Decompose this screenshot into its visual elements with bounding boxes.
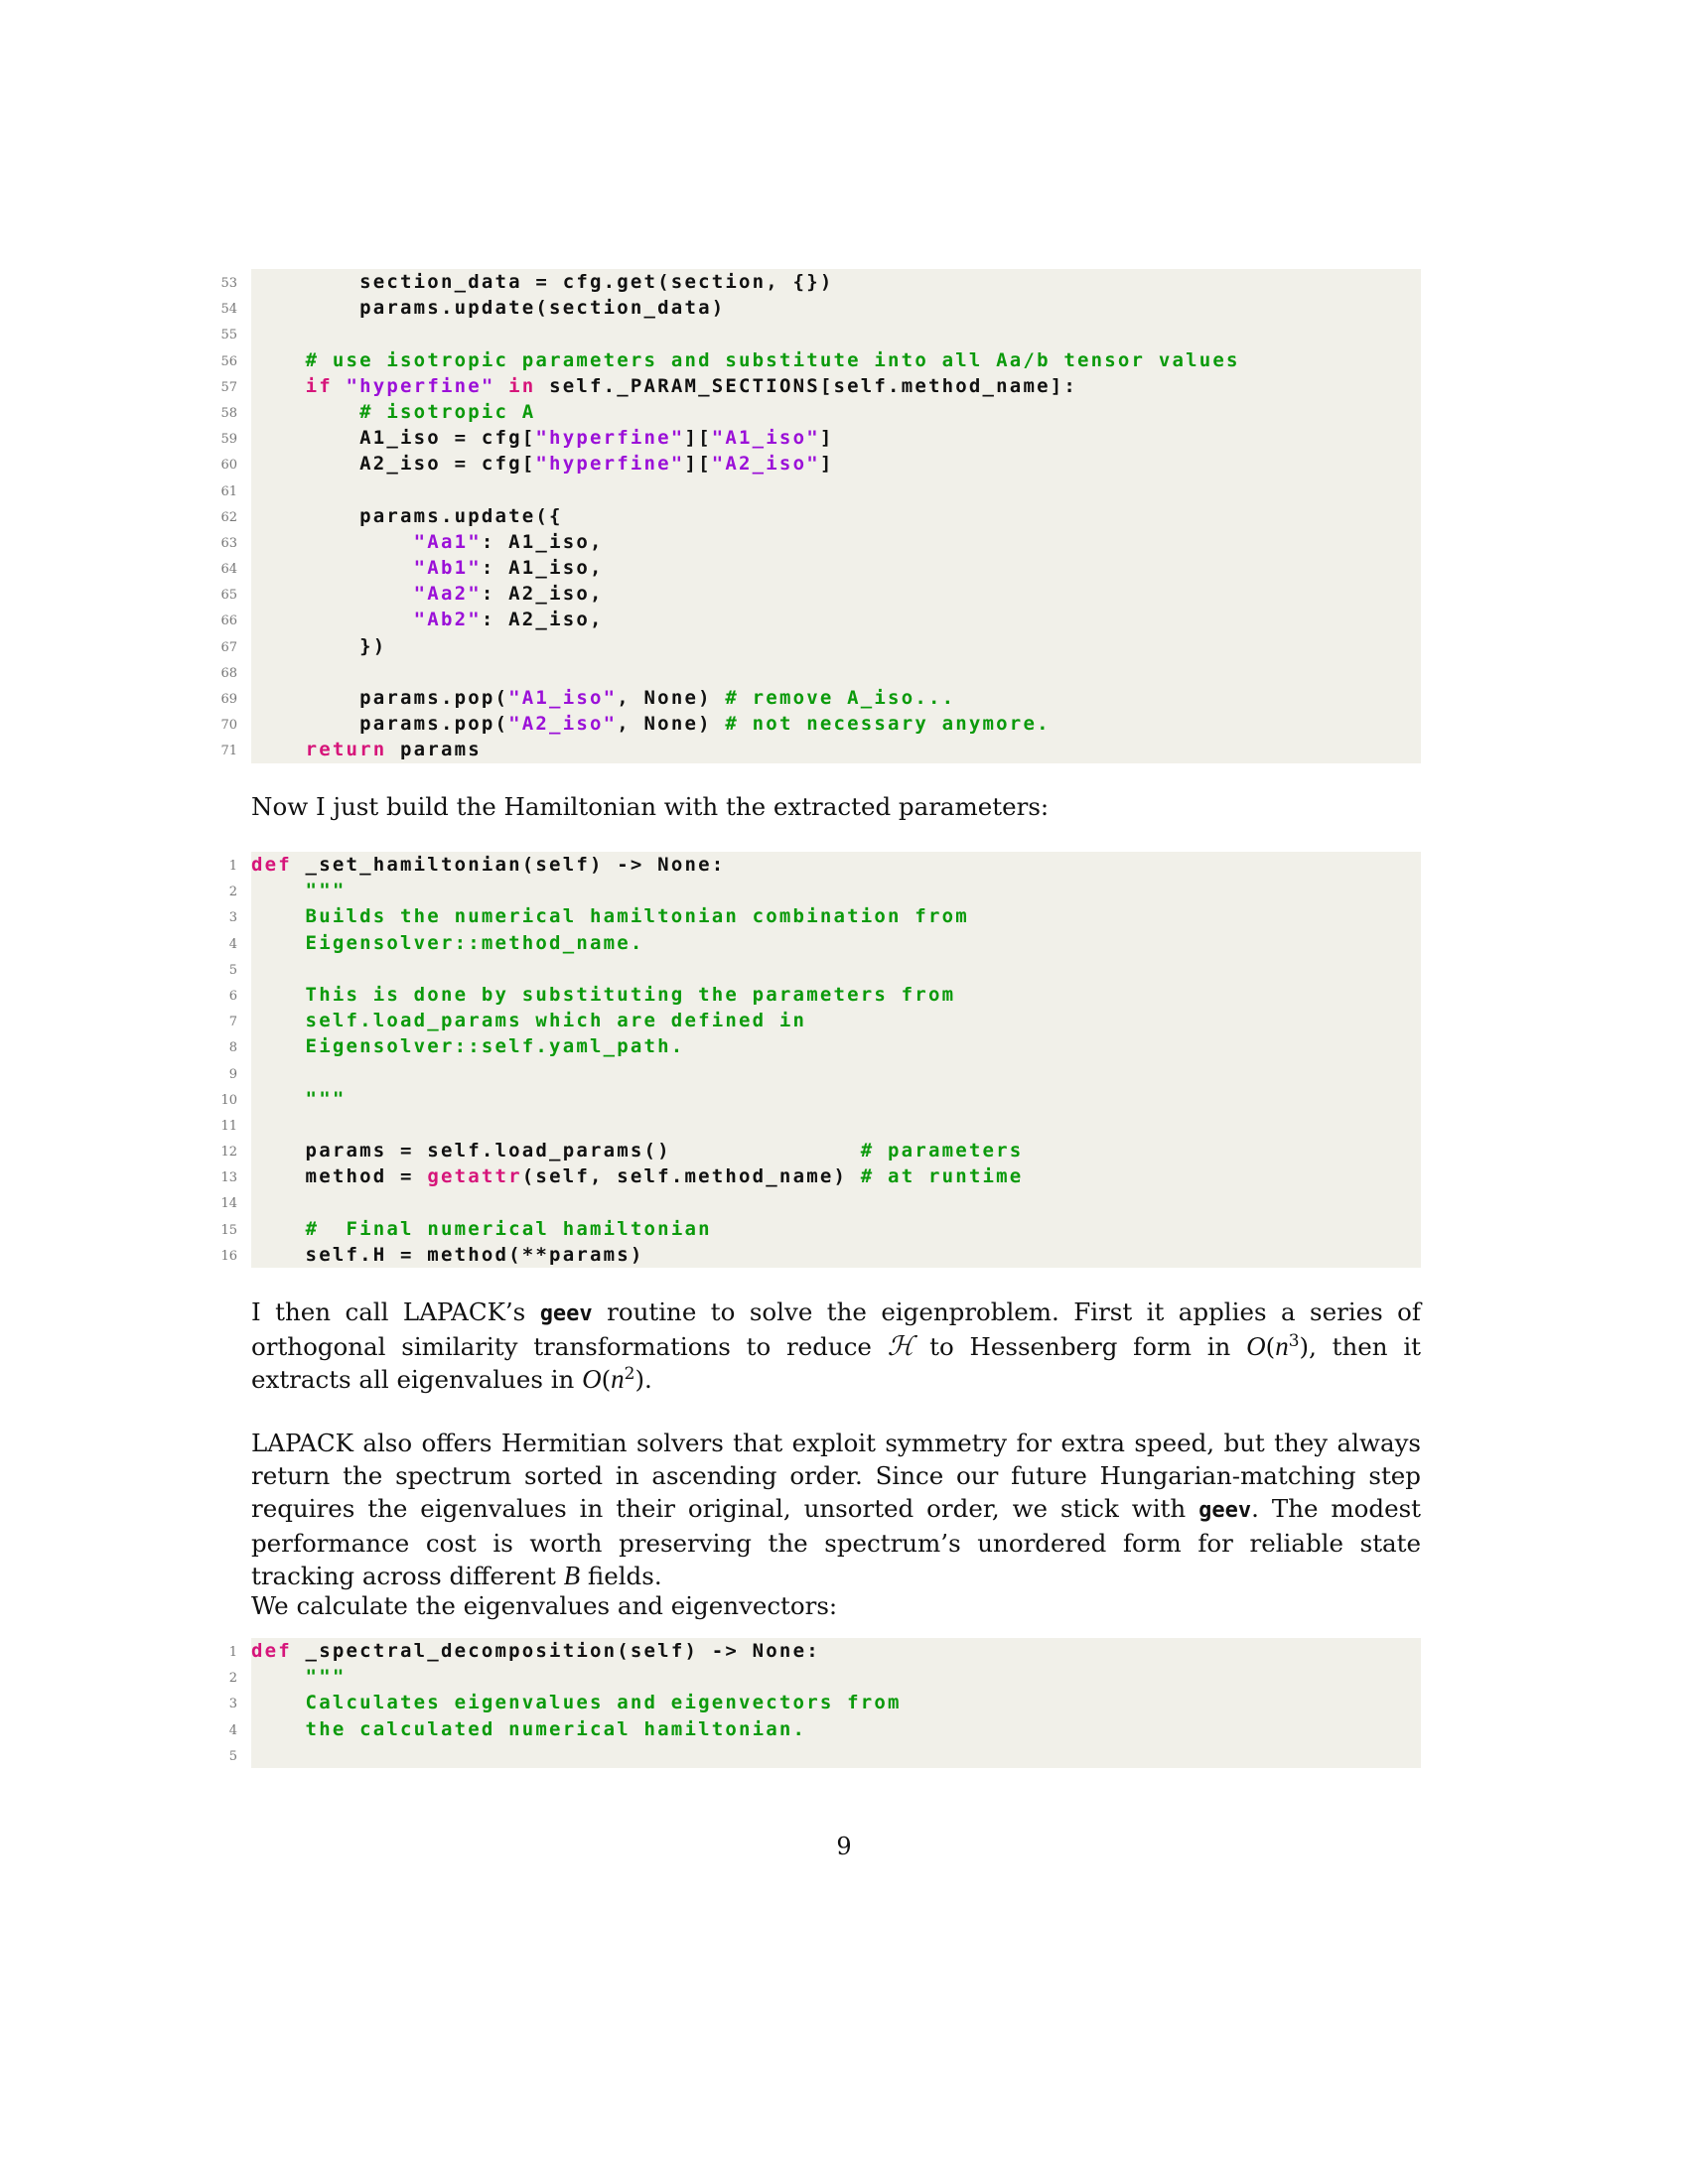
code-line [220,1112,1421,1138]
comment-token: Eigensolver::self.yaml_path. [251,1035,685,1058]
line-number: 9 [228,1066,237,1082]
line-number: 12 [220,1145,237,1160]
text-run: I then call LAPACK’s [251,1297,540,1326]
code-token [251,349,306,371]
code-line [228,930,1421,956]
code-line [228,982,1421,1008]
line-number: 7 [228,1015,237,1030]
code-text [251,1033,684,1059]
code-text [251,347,1240,373]
code-token: _set_hamiltonian(self) -> None: [291,854,726,876]
code-line [228,852,1421,878]
code-line [220,737,1421,762]
code-line [220,1189,1421,1215]
string-token: "hyperfine" [535,453,685,476]
code-text [251,1690,902,1715]
string-token: "Aa2" [413,583,482,606]
code-text [251,425,834,451]
code-text [251,1242,644,1268]
line-number: 11 [220,1118,237,1134]
paragraph-build-hamiltonian [251,790,1421,823]
line-number: 5 [228,1748,237,1764]
math-symbol: O [582,1364,602,1394]
code-text [251,903,969,929]
page-number: 9 [836,1833,852,1860]
comment-token: Builds the numerical hamiltonian combination from [251,905,969,928]
code-token: : A1_iso, [481,557,604,580]
line-number: 10 [220,1092,237,1108]
code-token: section_data = cfg.get(section, {}) [251,271,834,293]
math-symbol: n [1275,1331,1289,1361]
string-token: "Ab2" [413,609,482,631]
code-text [251,930,644,956]
code-line [220,295,1421,321]
code-text [251,1008,806,1033]
comment-token: self.load_params which are defined in [251,1010,807,1032]
code-token [251,1218,306,1240]
code-text [251,1086,346,1112]
line-number: 13 [220,1170,237,1186]
code-line [220,373,1421,399]
code-token: , None) [617,713,726,736]
code-line [228,1060,1421,1086]
text-run: ( [1265,1332,1276,1361]
code-token: params = self.load_params() [251,1140,861,1162]
text-run: . The modest performance cost is worth preserving the spectrum’s unordered form for reliable state tracking across different [251,1494,1422,1590]
code-text [251,1138,1023,1163]
line-number: 2 [228,1671,237,1687]
line-number: 3 [228,1697,237,1712]
code-token: params.update({ [251,504,563,527]
line-number: 58 [220,405,237,421]
line-number: 70 [220,718,237,734]
keyword-token: return [305,739,387,761]
math-symbol: ℋ [887,1331,914,1361]
code-token: (self, self.method_name) [521,1165,861,1188]
code-line [220,478,1421,503]
text-run: We calculate the eigenvalues and eigenvectors: [251,1591,838,1620]
code-token: _spectral_decomposition(self) -> None: [291,1640,820,1662]
code-line [228,1664,1421,1690]
code-text [251,295,725,321]
code-token: A1_iso = cfg[ [251,427,536,450]
code-line [228,956,1421,982]
code-line [228,1008,1421,1033]
code-text [251,852,725,878]
code-line [220,1163,1421,1189]
comment-token: the calculated numerical hamiltonian. [251,1717,807,1740]
code-text [251,399,535,425]
code-token [251,531,414,553]
line-number: 69 [220,692,237,707]
code-text [251,503,563,529]
code-token: , None) [617,687,726,709]
line-number: 55 [220,328,237,343]
paragraph-calculate-eigen [251,1589,1421,1622]
line-number: 4 [228,936,237,952]
comment-token: """ [251,1666,347,1689]
code-text [251,1716,806,1742]
line-number: 16 [220,1248,237,1264]
comment-token: # use isotropic parameters and substitute into all Aa/b tensor values [305,348,1240,371]
line-number: 59 [220,432,237,448]
string-token: "A1_iso" [508,687,618,709]
string-token: "hyperfine" [346,374,495,397]
code-line [220,633,1421,659]
code-line [220,1216,1421,1242]
code-token: params.pop( [251,713,509,736]
text-run: Now I just build the Hamiltonian with the extracted parameters: [251,792,1050,821]
line-number: 56 [220,353,237,369]
code-token [251,739,306,760]
string-token: "A2_iso" [508,713,618,736]
string-token: "hyperfine" [535,427,685,450]
line-number: 4 [228,1722,237,1738]
keyword-token: def [251,1640,292,1662]
line-number: 54 [220,302,237,318]
comment-token: # isotropic A [359,400,536,423]
code-line [220,347,1421,373]
code-line [228,1690,1421,1715]
inline-code: geev [539,1301,593,1326]
line-number: 62 [220,509,237,525]
code-token: ][ [684,453,712,476]
code-token: : A2_iso, [481,609,604,631]
code-text [251,1664,346,1690]
code-line [220,581,1421,607]
text-run: ). [634,1365,652,1394]
code-text [251,737,482,762]
code-token: params.update(section_data) [251,297,726,320]
code-text [251,711,1051,737]
code-line [220,1138,1421,1163]
code-line [228,1033,1421,1059]
code-line [220,685,1421,711]
code-text [251,878,346,903]
code-token [251,375,306,397]
code-text [251,373,1077,399]
code-text [251,529,604,555]
comment-token: # Final numerical hamiltonian [305,1217,712,1240]
line-number: 71 [220,744,237,759]
code-text [251,982,955,1008]
code-block-load-params [220,269,1421,763]
code-line [220,1242,1421,1268]
code-token: ] [819,427,834,450]
code-block-set-hamiltonian [220,852,1421,1268]
code-token: params.pop( [251,687,509,709]
comment-token: This is done by substituting the parameters from [251,983,956,1006]
line-number: 64 [220,562,237,578]
code-block-spectral-decomposition [228,1638,1421,1768]
code-line [220,269,1421,295]
string-token: "Aa1" [413,530,482,553]
line-number: 53 [220,276,237,291]
comment-token: # remove A_iso... [725,687,956,709]
superscript: 3 [1288,1330,1300,1351]
code-token: ] [819,453,834,476]
comment-token: # at runtime [860,1165,1024,1188]
code-line [220,607,1421,632]
inline-code: geev [1198,1498,1252,1523]
comment-token: """ [251,1087,347,1110]
math-symbol: O [1246,1331,1266,1361]
keyword-token: in [508,374,536,397]
keyword-token: def [251,854,292,876]
math-symbol: n [611,1364,625,1394]
code-token [495,375,509,397]
code-line [220,659,1421,685]
line-number: 68 [220,665,237,681]
keyword-token: if [305,374,333,397]
code-line [220,321,1421,346]
code-token [251,401,359,423]
code-token: method = [251,1165,428,1188]
line-number: 6 [228,988,237,1004]
comment-token: Calculates eigenvalues and eigenvectors from [251,1692,902,1714]
code-token: : A1_iso, [481,530,604,553]
code-token [251,557,414,579]
comment-token: Eigensolver::method_name. [251,931,644,954]
text-run: ( [601,1365,612,1394]
code-text [251,1638,820,1664]
line-number: 60 [220,458,237,474]
text-run: LAPACK also offers Hermitian solvers that exploit symmetry for extra speed, but they always return the spectrum sorted in ascending order. Since our future Hungarian-matching step requires the eigenvalues in their original, unsorted order, we stick with [251,1429,1421,1523]
code-text [251,581,604,607]
code-line [220,399,1421,425]
code-text [251,633,386,659]
line-number: 57 [220,379,237,395]
comment-token: """ [251,880,347,902]
text-run: to Hessenberg form in [914,1332,1247,1361]
code-line [228,903,1421,929]
code-text [251,1216,712,1242]
code-token: self._PARAM_SECTIONS[self.method_name]: [535,374,1077,397]
code-text [251,1163,1023,1189]
line-number: 65 [220,588,237,604]
code-token: self.H = method(**params) [251,1243,644,1266]
line-number: 66 [220,614,237,629]
code-token: A2_iso = cfg[ [251,453,536,476]
line-number: 63 [220,535,237,551]
code-token [333,375,347,397]
code-token [251,583,414,605]
math-symbol: B [563,1561,581,1590]
code-line [228,1716,1421,1742]
code-line [220,529,1421,555]
line-number: 1 [228,859,237,874]
code-line [220,425,1421,451]
code-text [251,685,955,711]
code-token: ][ [684,427,712,450]
string-token: "Ab1" [413,557,482,580]
paragraph-geev [251,1296,1421,1396]
code-text [251,269,833,295]
code-token [251,609,414,630]
code-token: params [386,739,482,761]
code-line [228,1638,1421,1664]
code-line [228,878,1421,903]
code-text [251,451,834,477]
line-number: 8 [228,1040,237,1056]
code-text [251,555,604,581]
code-line [220,1086,1421,1112]
string-token: "A1_iso" [711,427,820,450]
line-number: 5 [228,962,237,978]
code-line [220,451,1421,477]
comment-token: # parameters [860,1140,1024,1162]
line-number: 61 [220,483,237,499]
builtin-token: getattr [427,1165,522,1188]
text-run: routine to solve the eigenproblem. First it applies a series of orthogonal similarity transformations to reduce [251,1297,1421,1361]
line-number: 14 [220,1196,237,1212]
text-run: fields. [580,1562,662,1590]
line-number: 15 [220,1222,237,1238]
string-token: "A2_iso" [711,453,820,476]
superscript: 2 [624,1363,635,1384]
code-line [220,711,1421,737]
code-token: }) [251,634,387,657]
code-text [251,607,604,632]
paragraph-lapack-hermitian [251,1427,1421,1592]
line-number: 3 [228,910,237,926]
code-line [228,1742,1421,1768]
text-run: ), then it extracts all eigenvalues in [251,1332,1422,1394]
code-token: : A2_iso, [481,583,604,606]
code-line [220,503,1421,529]
comment-token: # not necessary anymore. [725,713,1051,736]
code-line [220,555,1421,581]
line-number: 1 [228,1645,237,1660]
line-number: 2 [228,885,237,900]
line-number: 67 [220,639,237,655]
